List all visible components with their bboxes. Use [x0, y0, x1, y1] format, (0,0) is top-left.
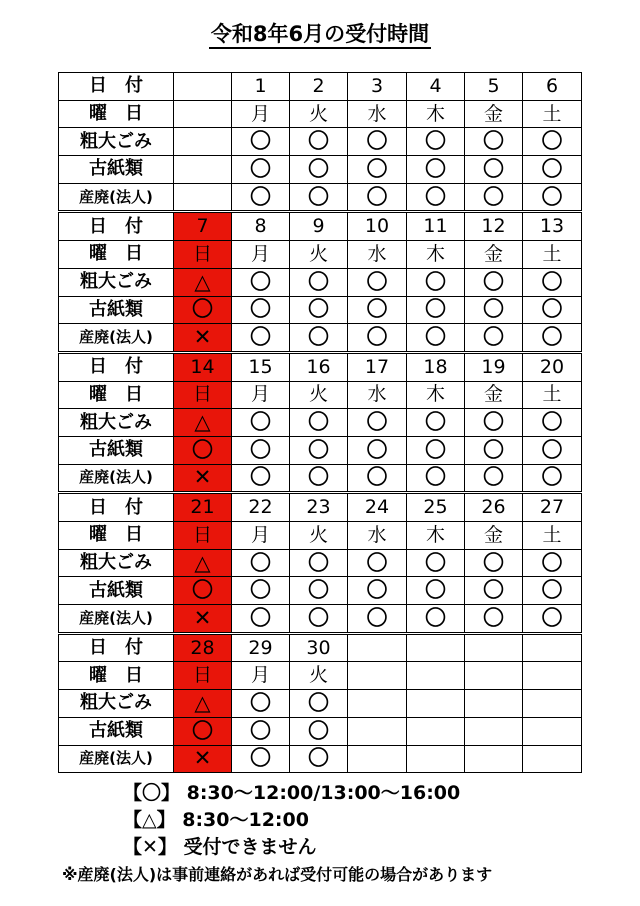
- day-cell: 〇: [407, 268, 465, 296]
- day-cell: 〇: [348, 296, 407, 324]
- day-cell: 〇: [290, 268, 348, 296]
- sunday-cell: ✕: [174, 745, 232, 773]
- week-2-bulky-row: [59, 268, 582, 296]
- sunday-cell: 日: [174, 381, 232, 409]
- week-1-paper-row: [59, 156, 582, 184]
- day-cell: 2: [290, 73, 348, 101]
- day-cell: 〇: [523, 296, 582, 324]
- day-cell: 〇: [465, 409, 523, 437]
- week-5-paper-row: [59, 717, 582, 745]
- day-cell: 〇: [290, 128, 348, 156]
- day-cell: 〇: [465, 128, 523, 156]
- week-3-paper-row: [59, 436, 582, 464]
- week-1-industrial-row: [59, 183, 582, 212]
- legend-triangle: 【△】 8:30〜12:00: [123, 809, 309, 831]
- day-cell: 〇: [348, 156, 407, 184]
- row-label-industrial: 産廃(法人): [59, 605, 174, 634]
- day-cell: 〇: [290, 605, 348, 634]
- legend: [123, 780, 460, 861]
- day-cell: 29: [232, 633, 290, 662]
- day-cell: [348, 745, 407, 773]
- day-cell: [523, 662, 582, 690]
- day-cell: 〇: [232, 464, 290, 493]
- row-label-bulky: 粗大ごみ: [59, 549, 174, 577]
- day-cell: 〇: [523, 605, 582, 634]
- week-3-industrial-row: [59, 464, 582, 493]
- day-cell: 火: [290, 522, 348, 550]
- day-cell: 〇: [407, 577, 465, 605]
- row-label-bulky: 粗大ごみ: [59, 690, 174, 718]
- day-cell: 金: [465, 381, 523, 409]
- week-4-bulky-row: [59, 549, 582, 577]
- day-cell: 〇: [348, 324, 407, 353]
- day-cell: 〇: [348, 409, 407, 437]
- day-cell: 20: [523, 352, 582, 381]
- day-cell: 〇: [465, 436, 523, 464]
- day-cell: 23: [290, 493, 348, 522]
- day-cell: 5: [465, 73, 523, 101]
- week-4-paper-row: [59, 577, 582, 605]
- day-cell: 〇: [290, 577, 348, 605]
- day-cell: 木: [407, 100, 465, 128]
- day-cell: 16: [290, 352, 348, 381]
- week-4-industrial-row: [59, 605, 582, 634]
- row-label-date: 日 付: [59, 493, 174, 522]
- day-cell: 〇: [232, 690, 290, 718]
- day-cell: [465, 745, 523, 773]
- day-cell: 〇: [290, 549, 348, 577]
- day-cell: 〇: [523, 156, 582, 184]
- day-cell: 〇: [348, 436, 407, 464]
- day-cell: 〇: [523, 409, 582, 437]
- day-cell: [523, 633, 582, 662]
- day-cell: [348, 690, 407, 718]
- sunday-cell: [174, 128, 232, 156]
- day-cell: 水: [348, 100, 407, 128]
- day-cell: 土: [523, 381, 582, 409]
- day-cell: 26: [465, 493, 523, 522]
- day-cell: 〇: [348, 128, 407, 156]
- day-cell: 月: [232, 241, 290, 269]
- sunday-cell: ✕: [174, 464, 232, 493]
- day-cell: [465, 717, 523, 745]
- page-title: [0, 18, 640, 48]
- day-cell: 火: [290, 241, 348, 269]
- week-3-weekday-row: [59, 381, 582, 409]
- day-cell: 〇: [407, 605, 465, 634]
- day-cell: 18: [407, 352, 465, 381]
- day-cell: 〇: [407, 156, 465, 184]
- day-cell: 11: [407, 212, 465, 241]
- sunday-cell: [174, 100, 232, 128]
- day-cell: [348, 717, 407, 745]
- day-cell: 8: [232, 212, 290, 241]
- day-cell: 〇: [465, 268, 523, 296]
- day-cell: 〇: [232, 549, 290, 577]
- week-1-bulky-row: [59, 128, 582, 156]
- day-cell: 〇: [523, 183, 582, 212]
- row-label-weekday: 曜 日: [59, 662, 174, 690]
- day-cell: 1: [232, 73, 290, 101]
- day-cell: [407, 690, 465, 718]
- week-4-weekday-row: [59, 522, 582, 550]
- row-label-industrial: 産廃(法人): [59, 745, 174, 773]
- day-cell: [348, 662, 407, 690]
- day-cell: 〇: [290, 745, 348, 773]
- legend-cross: 【✕】 受付できません: [123, 836, 317, 858]
- week-2-date-row: [59, 212, 582, 241]
- day-cell: 月: [232, 522, 290, 550]
- week-5-weekday-row: [59, 662, 582, 690]
- day-cell: 〇: [290, 156, 348, 184]
- day-cell: 〇: [465, 296, 523, 324]
- day-cell: 〇: [523, 268, 582, 296]
- day-cell: 〇: [407, 464, 465, 493]
- day-cell: 〇: [523, 549, 582, 577]
- day-cell: 〇: [407, 436, 465, 464]
- day-cell: 月: [232, 100, 290, 128]
- row-label-date: 日 付: [59, 633, 174, 662]
- day-cell: 〇: [465, 549, 523, 577]
- title-text: 令和8年6月の受付時間: [209, 22, 431, 49]
- sunday-cell: 〇: [174, 577, 232, 605]
- sunday-cell: ✕: [174, 605, 232, 634]
- week-5-bulky-row: [59, 690, 582, 718]
- day-cell: 〇: [232, 717, 290, 745]
- day-cell: 〇: [232, 324, 290, 353]
- day-cell: [407, 717, 465, 745]
- day-cell: 〇: [465, 464, 523, 493]
- day-cell: 〇: [348, 577, 407, 605]
- day-cell: 金: [465, 241, 523, 269]
- day-cell: 〇: [290, 324, 348, 353]
- day-cell: 15: [232, 352, 290, 381]
- row-label-bulky: 粗大ごみ: [59, 268, 174, 296]
- day-cell: 19: [465, 352, 523, 381]
- day-cell: 〇: [232, 409, 290, 437]
- week-3-bulky-row: [59, 409, 582, 437]
- day-cell: 〇: [290, 464, 348, 493]
- day-cell: 土: [523, 241, 582, 269]
- sunday-cell: 〇: [174, 296, 232, 324]
- day-cell: 10: [348, 212, 407, 241]
- day-cell: 13: [523, 212, 582, 241]
- sunday-cell: [174, 73, 232, 101]
- row-label-paper: 古紙類: [59, 577, 174, 605]
- row-label-weekday: 曜 日: [59, 522, 174, 550]
- week-2-paper-row: [59, 296, 582, 324]
- day-cell: 〇: [348, 605, 407, 634]
- day-cell: 月: [232, 381, 290, 409]
- sunday-cell: 日: [174, 522, 232, 550]
- day-cell: 金: [465, 100, 523, 128]
- day-cell: [523, 717, 582, 745]
- day-cell: 〇: [232, 577, 290, 605]
- day-cell: 9: [290, 212, 348, 241]
- day-cell: [407, 745, 465, 773]
- day-cell: 〇: [290, 436, 348, 464]
- day-cell: 〇: [523, 577, 582, 605]
- sunday-cell: 〇: [174, 717, 232, 745]
- week-5-date-row: [59, 633, 582, 662]
- day-cell: 〇: [232, 156, 290, 184]
- day-cell: 火: [290, 100, 348, 128]
- day-cell: 〇: [407, 128, 465, 156]
- day-cell: 〇: [523, 436, 582, 464]
- day-cell: 木: [407, 241, 465, 269]
- day-cell: 〇: [232, 436, 290, 464]
- day-cell: 25: [407, 493, 465, 522]
- day-cell: 水: [348, 522, 407, 550]
- row-label-industrial: 産廃(法人): [59, 324, 174, 353]
- row-label-bulky: 粗大ごみ: [59, 128, 174, 156]
- week-5-industrial-row: [59, 745, 582, 773]
- day-cell: 〇: [290, 690, 348, 718]
- sunday-cell: [174, 156, 232, 184]
- sunday-cell: [174, 183, 232, 212]
- day-cell: 12: [465, 212, 523, 241]
- day-cell: 〇: [232, 183, 290, 212]
- week-1-weekday-row: [59, 100, 582, 128]
- day-cell: 27: [523, 493, 582, 522]
- day-cell: 〇: [523, 128, 582, 156]
- day-cell: [465, 662, 523, 690]
- day-cell: 〇: [407, 296, 465, 324]
- day-cell: 〇: [290, 409, 348, 437]
- week-3-date-row: [59, 352, 582, 381]
- day-cell: 〇: [407, 409, 465, 437]
- sunday-cell: 7: [174, 212, 232, 241]
- day-cell: 24: [348, 493, 407, 522]
- day-cell: 土: [523, 522, 582, 550]
- sunday-cell: 〇: [174, 436, 232, 464]
- row-label-industrial: 産廃(法人): [59, 183, 174, 212]
- row-label-weekday: 曜 日: [59, 100, 174, 128]
- day-cell: 木: [407, 522, 465, 550]
- schedule-table: [58, 72, 582, 773]
- day-cell: 17: [348, 352, 407, 381]
- day-cell: [407, 633, 465, 662]
- row-label-paper: 古紙類: [59, 296, 174, 324]
- day-cell: 〇: [465, 183, 523, 212]
- day-cell: 金: [465, 522, 523, 550]
- day-cell: 〇: [465, 324, 523, 353]
- legend-circle: 【〇】 8:30〜12:00/13:00〜16:00: [123, 782, 461, 804]
- row-label-paper: 古紙類: [59, 717, 174, 745]
- day-cell: 〇: [232, 128, 290, 156]
- day-cell: 〇: [465, 156, 523, 184]
- week-4-date-row: [59, 493, 582, 522]
- sunday-cell: ✕: [174, 324, 232, 353]
- day-cell: 〇: [290, 296, 348, 324]
- day-cell: 月: [232, 662, 290, 690]
- sunday-cell: 14: [174, 352, 232, 381]
- day-cell: 木: [407, 381, 465, 409]
- day-cell: [348, 633, 407, 662]
- day-cell: [465, 690, 523, 718]
- day-cell: 22: [232, 493, 290, 522]
- sunday-cell: △: [174, 409, 232, 437]
- day-cell: 〇: [290, 183, 348, 212]
- row-label-date: 日 付: [59, 212, 174, 241]
- sunday-cell: △: [174, 549, 232, 577]
- sunday-cell: 日: [174, 662, 232, 690]
- row-label-bulky: 粗大ごみ: [59, 409, 174, 437]
- row-label-date: 日 付: [59, 352, 174, 381]
- day-cell: 〇: [348, 183, 407, 212]
- sunday-cell: 日: [174, 241, 232, 269]
- row-label-date: 日 付: [59, 73, 174, 101]
- day-cell: 〇: [290, 717, 348, 745]
- day-cell: 〇: [348, 464, 407, 493]
- day-cell: 6: [523, 73, 582, 101]
- row-label-paper: 古紙類: [59, 436, 174, 464]
- day-cell: 〇: [348, 549, 407, 577]
- day-cell: 3: [348, 73, 407, 101]
- day-cell: 〇: [407, 549, 465, 577]
- row-label-industrial: 産廃(法人): [59, 464, 174, 493]
- day-cell: 〇: [232, 268, 290, 296]
- day-cell: 〇: [465, 577, 523, 605]
- day-cell: 4: [407, 73, 465, 101]
- week-2-weekday-row: [59, 241, 582, 269]
- day-cell: 〇: [407, 183, 465, 212]
- sunday-cell: △: [174, 268, 232, 296]
- row-label-paper: 古紙類: [59, 156, 174, 184]
- footnote: ※産廃(法人)は事前連絡があれば受付可能の場合があります: [62, 865, 493, 884]
- day-cell: 〇: [523, 324, 582, 353]
- day-cell: 〇: [232, 296, 290, 324]
- sunday-cell: 21: [174, 493, 232, 522]
- sunday-cell: △: [174, 690, 232, 718]
- day-cell: [465, 633, 523, 662]
- day-cell: 〇: [407, 324, 465, 353]
- day-cell: 〇: [232, 605, 290, 634]
- day-cell: [407, 662, 465, 690]
- sunday-cell: 28: [174, 633, 232, 662]
- day-cell: 30: [290, 633, 348, 662]
- row-label-weekday: 曜 日: [59, 241, 174, 269]
- day-cell: [523, 690, 582, 718]
- day-cell: 〇: [348, 268, 407, 296]
- day-cell: 〇: [523, 464, 582, 493]
- day-cell: 火: [290, 662, 348, 690]
- day-cell: 水: [348, 381, 407, 409]
- day-cell: 火: [290, 381, 348, 409]
- day-cell: [523, 745, 582, 773]
- day-cell: 土: [523, 100, 582, 128]
- day-cell: 水: [348, 241, 407, 269]
- day-cell: 〇: [465, 605, 523, 634]
- day-cell: 〇: [232, 745, 290, 773]
- row-label-weekday: 曜 日: [59, 381, 174, 409]
- week-1-date-row: [59, 73, 582, 101]
- week-2-industrial-row: [59, 324, 582, 353]
